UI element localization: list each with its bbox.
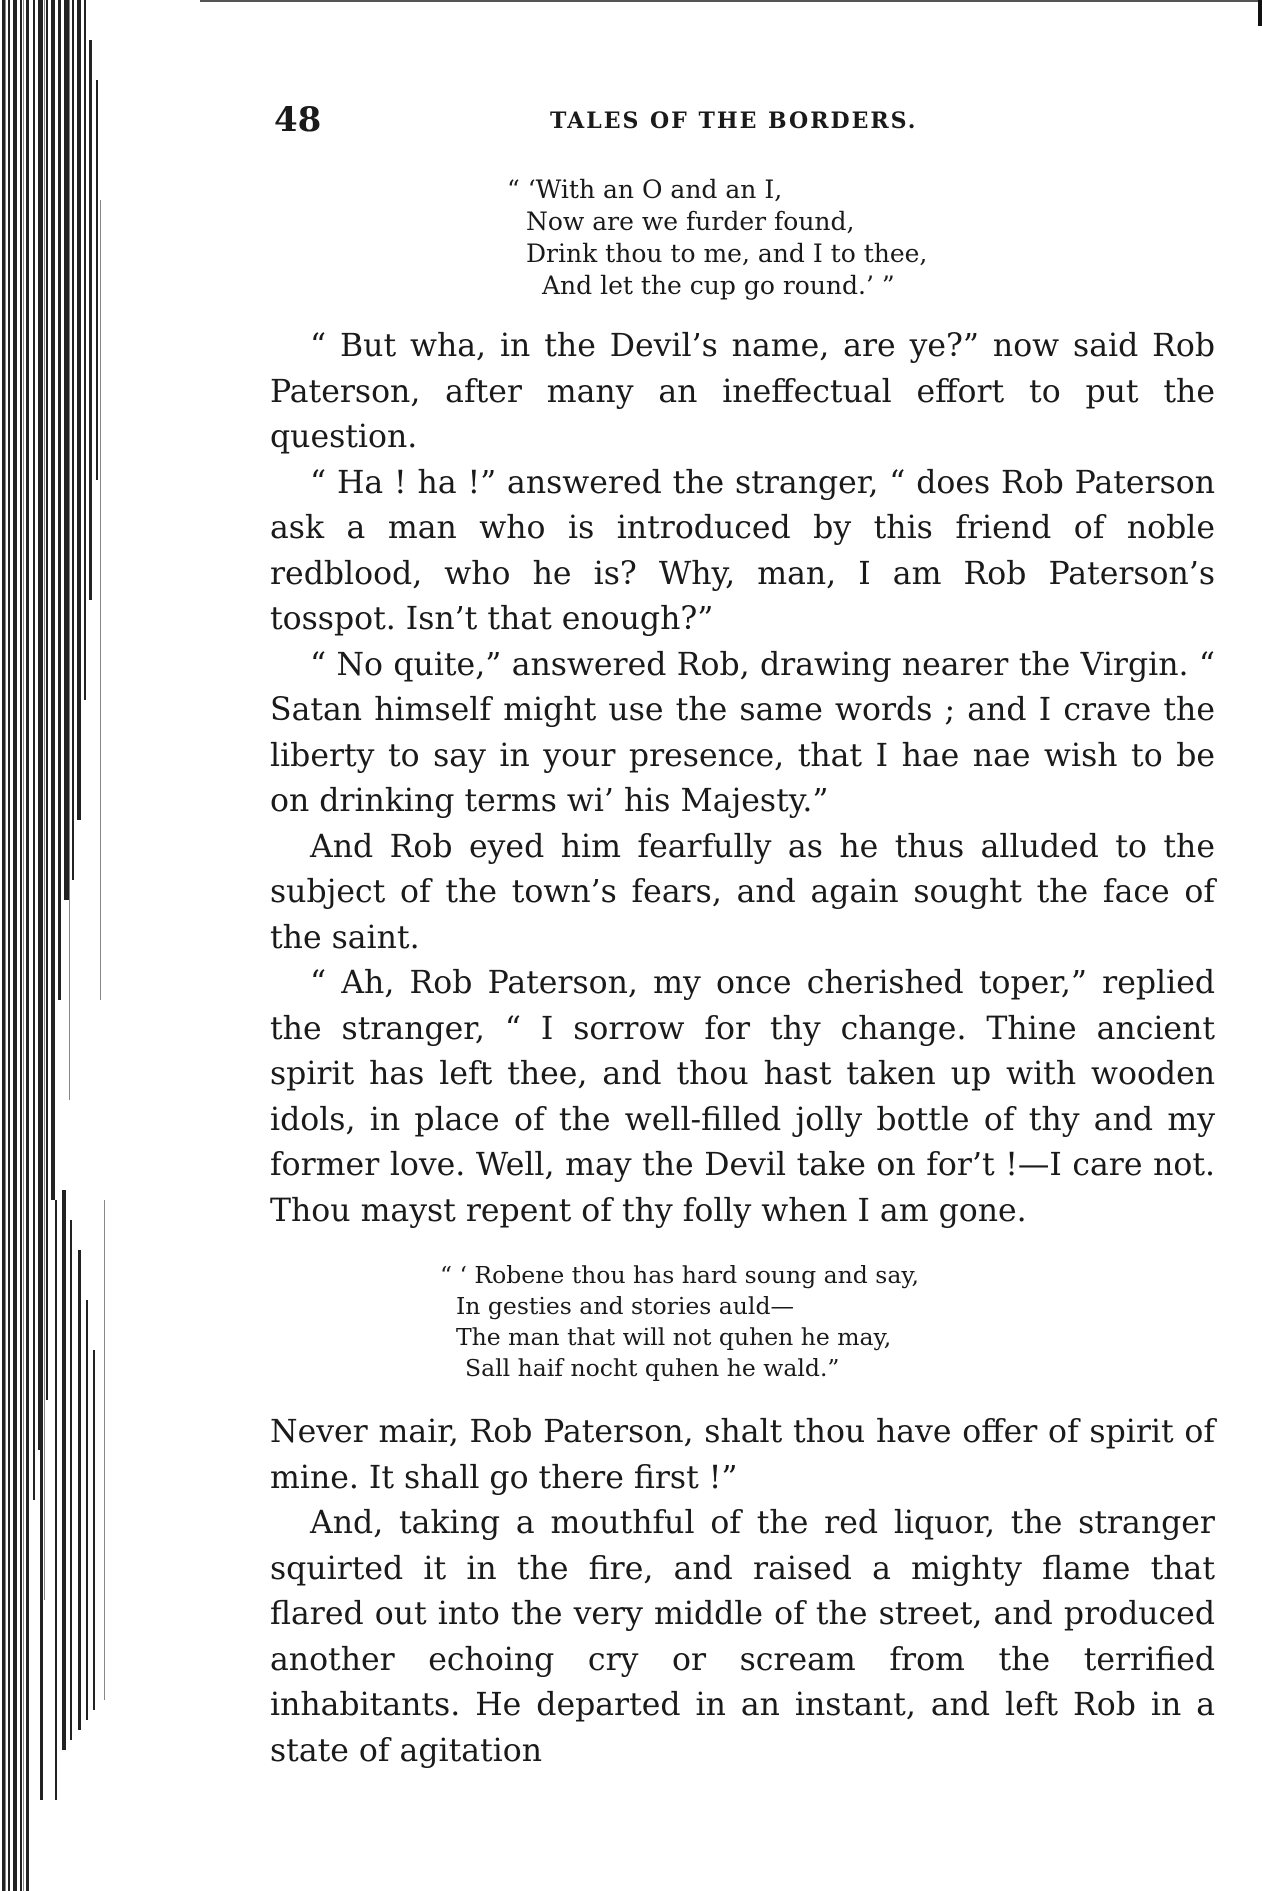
paragraph: “ Ha ! ha !” answered the stranger, “ does Rob Paterson ask a man who is introduced by this friend of noble redblood, who he is? Why, man, I am Rob Paterson’s tosspot. Isn’t that enough?” <box>270 464 1215 637</box>
running-title: TALES OF THE BORDERS. <box>550 108 918 134</box>
verse-block-one <box>270 174 1215 302</box>
verse-block-two <box>270 1260 1215 1384</box>
top-rule-edge <box>1258 0 1262 26</box>
verse-line: Now are we furder found, <box>526 207 855 236</box>
verse-line: “ ‘With an O and an I, <box>507 175 783 204</box>
paragraph: And, taking a mouthful of the red liquor, the stranger squirted it in the fire, and raised a mighty flame that flared out into the very middle of the street, and produced another echoing cry or scream from the terrified inhabitants. He departed in an instant, and left Rob in a state of agitation <box>270 1505 1215 1769</box>
paragraph: “ Ah, Rob Paterson, my once cherished toper,” replied the stranger, “ I sorrow for thy change. Thine ancient spirit has left thee, and thou hast taken up with wooden idols, in place of the well-filled jolly bottle of thy and my former love. Well, may the Devil take on for’t !—I care not. Thou mayst repent of thy folly when I am gone. <box>270 965 1215 1229</box>
paragraph: “ No quite,” answered Rob, drawing nearer the Virgin. “ Satan himself might use the same words ; and I crave the liberty to say in your presence, that I hae nae wish to be on drinking terms wi’ his Majesty.” <box>270 646 1215 819</box>
book-page <box>270 100 1215 1774</box>
page-number: 48 <box>274 100 322 140</box>
binding-edge <box>0 0 115 1891</box>
paragraph: “ But wha, in the Devil’s name, are ye?” now said Rob Paterson, after many an ineffectual effort to put the question. <box>270 328 1215 455</box>
top-rule <box>200 0 1260 8</box>
verse-line: And let the cup go round.’ ” <box>542 271 895 300</box>
verse-line: “ ‘ Robene thou has hard soung and say, <box>440 1261 919 1289</box>
verse-line: In gesties and stories auld— <box>456 1292 794 1320</box>
verse-line: The man that will not quhen he may, <box>456 1323 892 1351</box>
verse-line: Sall haif nocht quhen he wald.” <box>465 1354 840 1382</box>
verse-line: Drink thou to me, and I to thee, <box>526 239 928 268</box>
paragraph: Never mair, Rob Paterson, shalt thou have offer of spirit of mine. It shall go there first !” <box>270 1414 1215 1496</box>
running-head <box>270 100 1215 144</box>
paragraph: And Rob eyed him fearfully as he thus alluded to the subject of the town’s fears, and again sought the face of the saint. <box>270 828 1215 956</box>
